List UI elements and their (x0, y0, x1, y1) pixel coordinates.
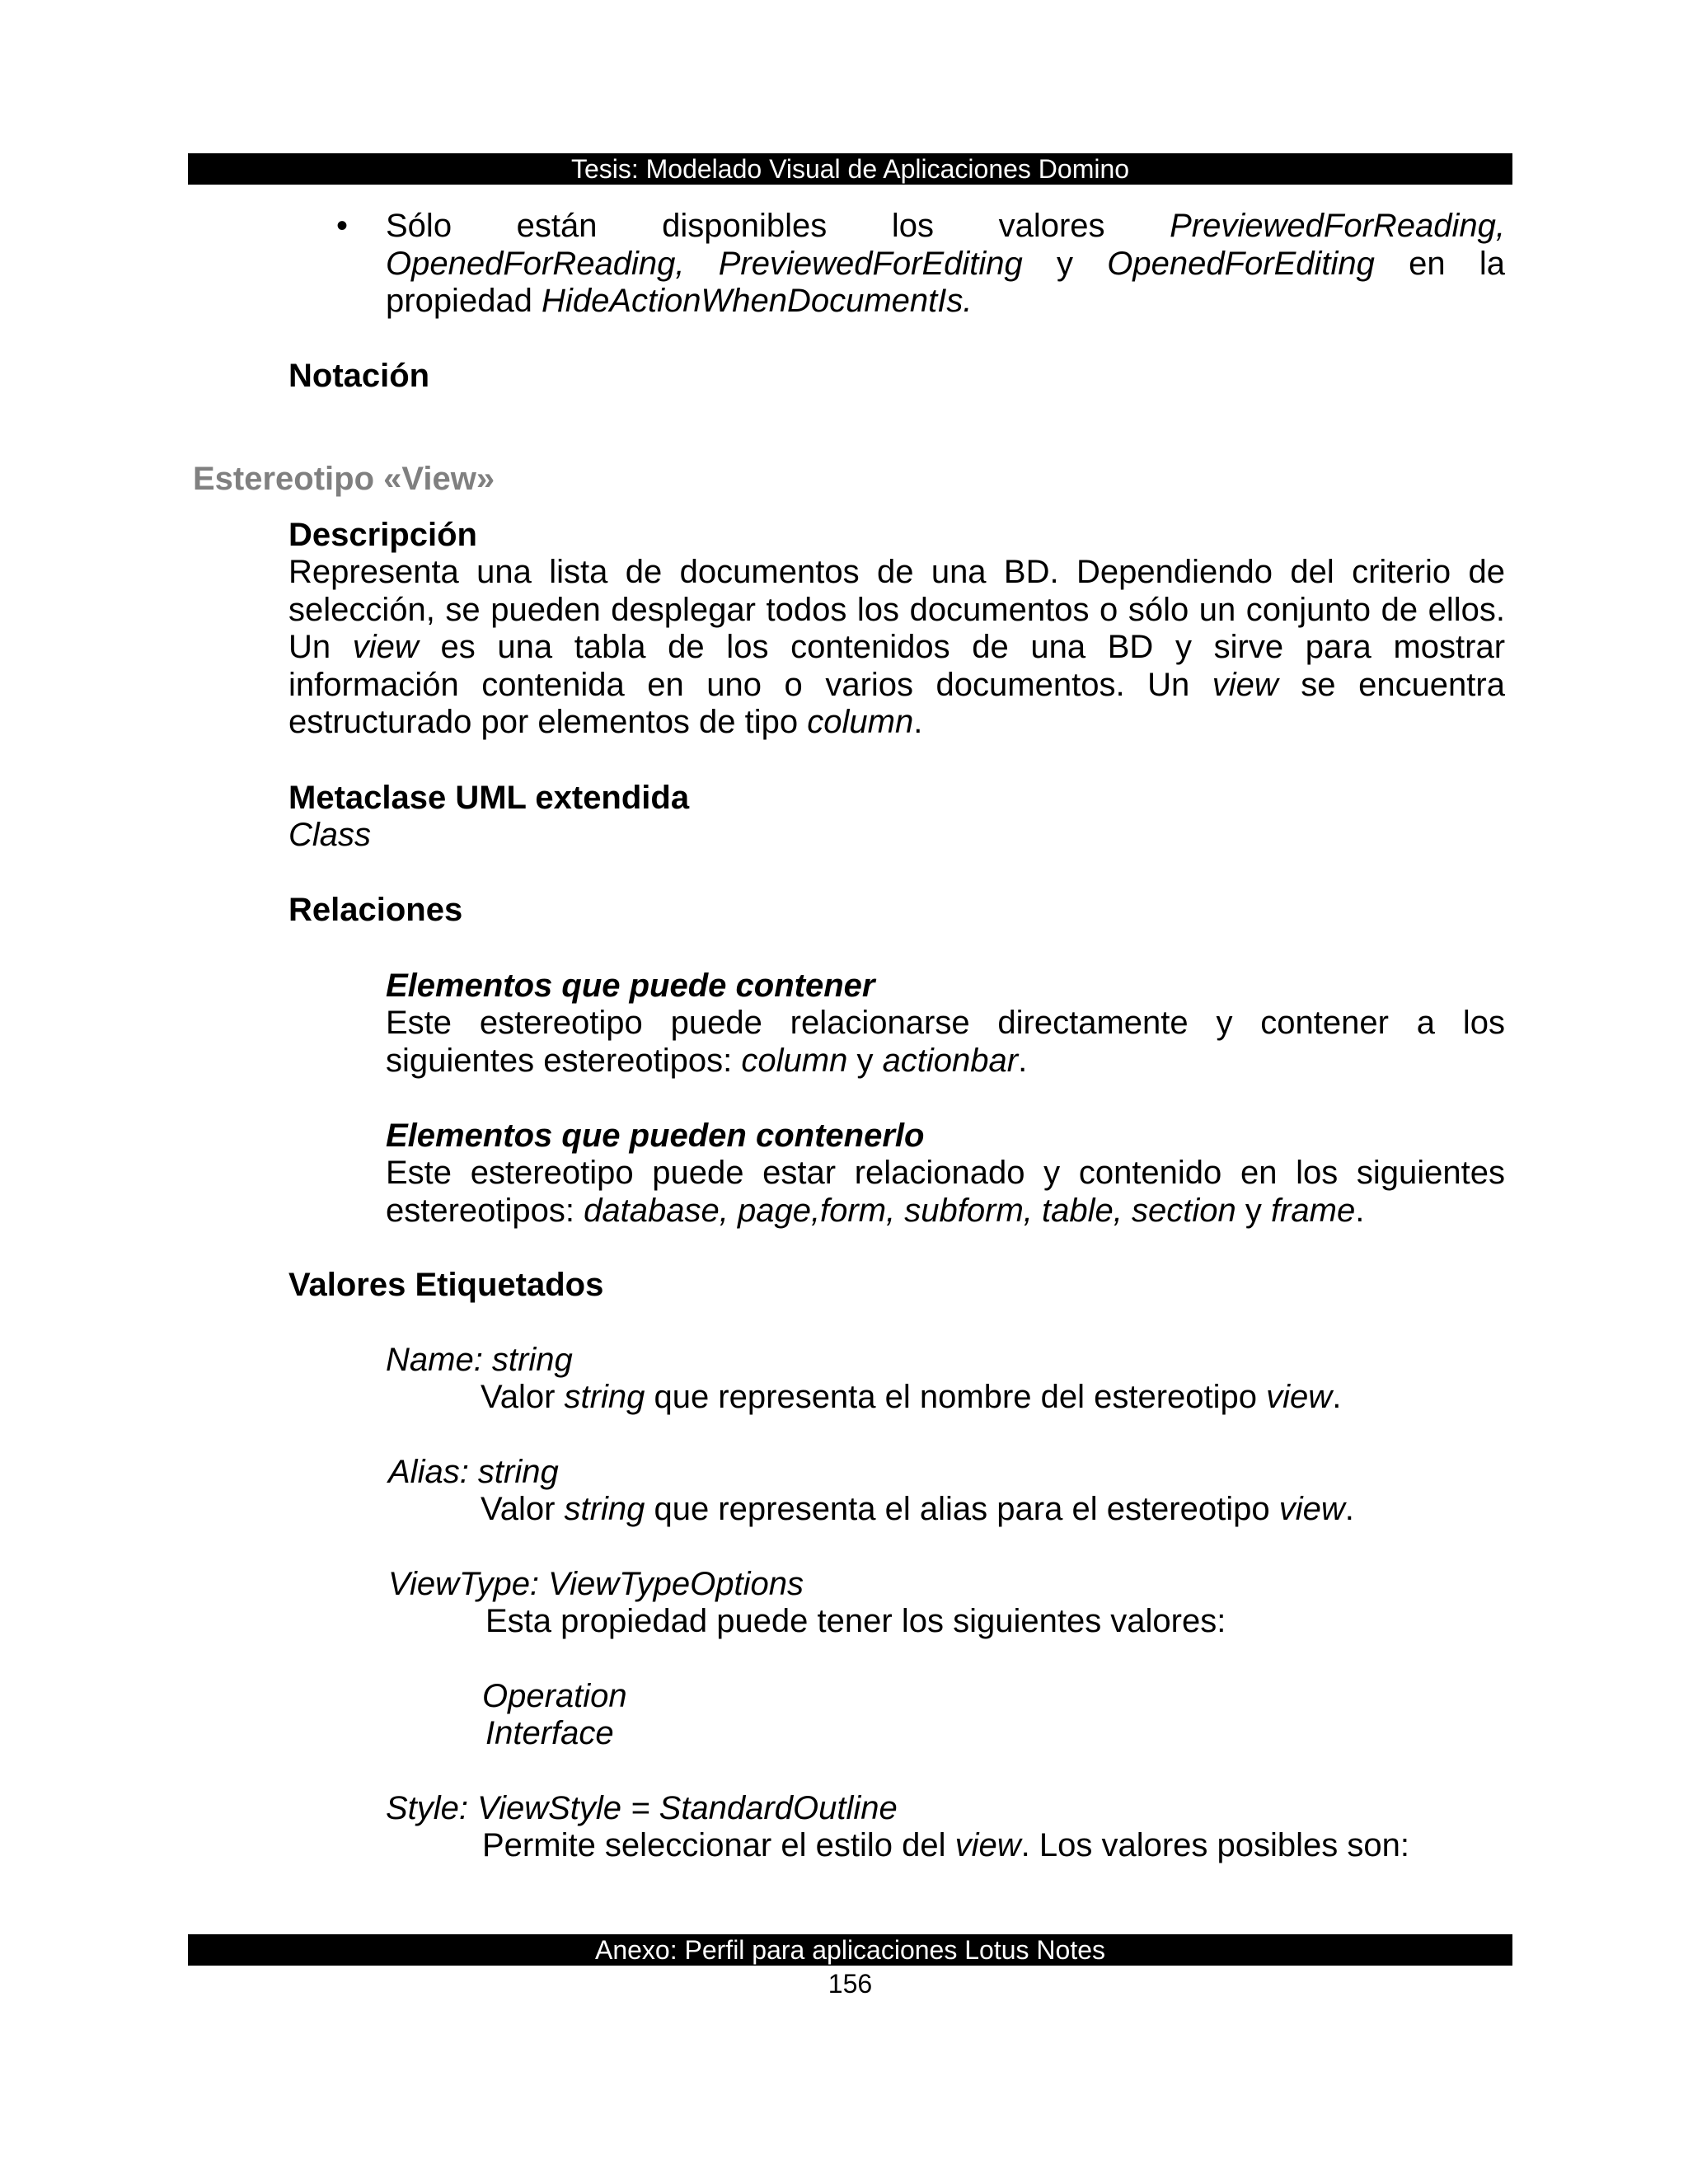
name-label: Name: string (386, 1342, 573, 1378)
page-number: 156 (828, 1969, 873, 1999)
section-title: Estereotipo «View» (193, 461, 495, 497)
descripcion-paragraph: Representa una lista de documentos de una BD. Dependiendo del criterio de selección, se pueden desplegar todos los documentos o sólo un conjunto de ellos. Un view es una tabla de los contenidos de una BD y sirve para mostrar información contenida en uno o varios documentos. Un view se encuentra estructurado por elementos de tipo column. (288, 554, 1506, 740)
viewtype-label: ViewType: ViewTypeOptions (388, 1566, 804, 1602)
valores-heading: Valores Etiquetados (288, 1267, 604, 1303)
footer-title: Anexo: Perfil para aplicaciones Lotus Notes (594, 1935, 1105, 1965)
bullet-line-3: propiedad HideActionWhenDocumentIs. (386, 283, 973, 319)
viewtype-option-interface: Interface (485, 1715, 614, 1751)
bullet-item (386, 208, 1505, 321)
header-bar (188, 153, 1512, 185)
bullet-line-1: Sólo están disponibles los valores PreviewedForReading, (386, 208, 1505, 244)
style-description: Permite seleccionar el estilo del view. Los valores posibles son: (482, 1827, 1409, 1863)
contenerlo-heading: Elementos que pueden contenerlo (386, 1118, 925, 1154)
viewtype-option-operation: Operation (482, 1678, 627, 1714)
footer-bar (188, 1934, 1512, 1966)
descripcion-heading: Descripción (288, 517, 477, 553)
alias-label: Alias: string (388, 1454, 559, 1490)
header-title: Tesis: Modelado Visual de Aplicaciones Domino (570, 154, 1130, 184)
notacion-heading: Notación (288, 358, 430, 394)
viewtype-description: Esta propiedad puede tener los siguientes valores: (485, 1603, 1226, 1639)
metaclase-value: Class (288, 817, 372, 853)
style-label: Style: ViewStyle = StandardOutline (386, 1790, 898, 1826)
contener-heading: Elementos que puede contener (386, 968, 875, 1004)
bullet-symbol: • (336, 208, 349, 244)
metaclase-heading: Metaclase UML extendida (288, 780, 690, 816)
alias-description: Valor string que representa el alias para el estereotipo view. (481, 1491, 1354, 1527)
bullet-line-2: OpenedForReading, PreviewedForEditing y OpenedForEditing en la (386, 245, 1505, 282)
contenerlo-paragraph: Este estereotipo puede estar relacionado y contenido en los siguientes estereotipos: database, page,form, subform, table, section y frame. (386, 1155, 1505, 1229)
contener-paragraph: Este estereotipo puede relacionarse directamente y contener a los siguientes estereotipos: column y actionbar. (386, 1005, 1505, 1079)
relaciones-heading: Relaciones (288, 892, 463, 928)
name-description: Valor string que representa el nombre del estereotipo view. (481, 1379, 1342, 1415)
